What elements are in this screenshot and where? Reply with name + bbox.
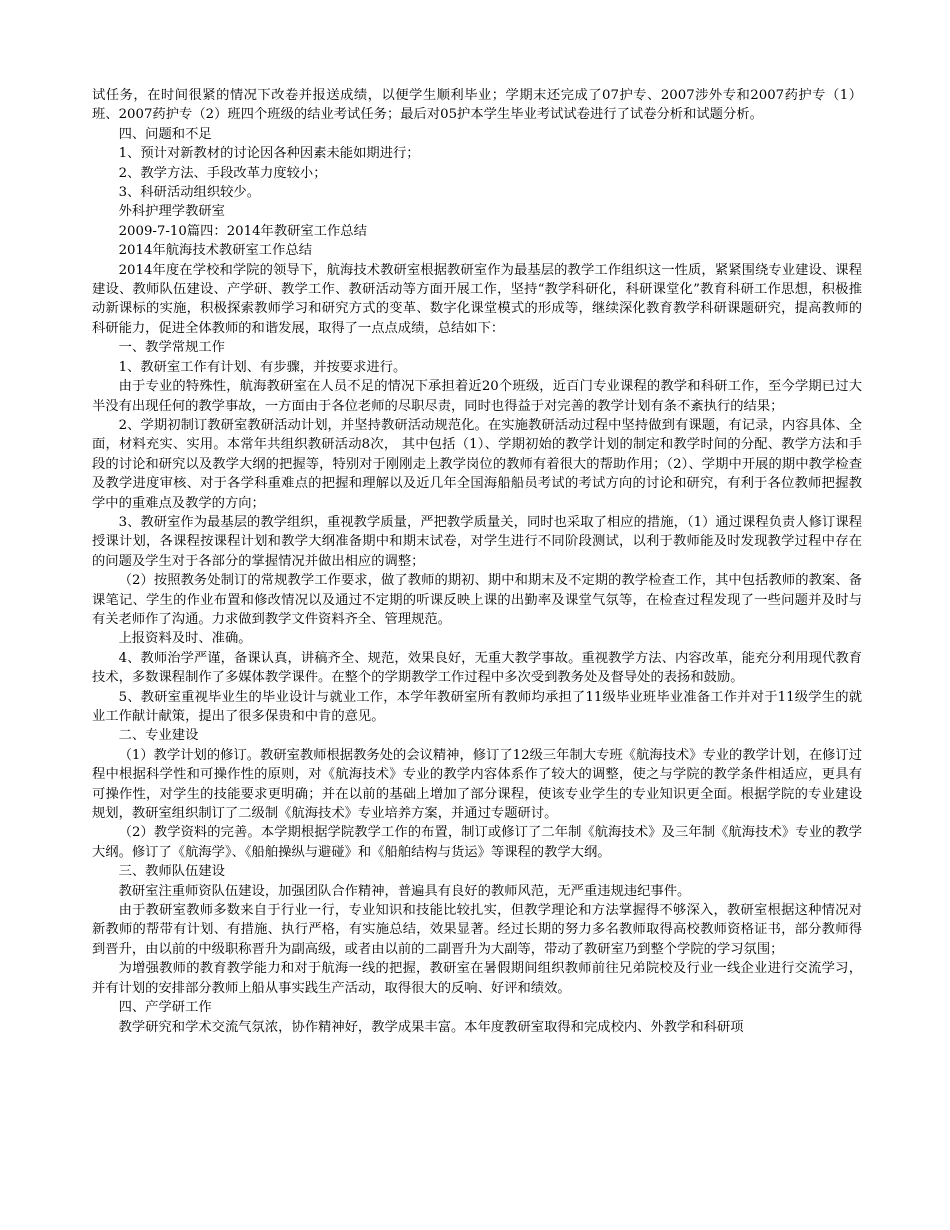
paragraph: 由于教研室教师多数来自于行业一行，专业知识和技能比较扎实，但教学理论和方法掌握得不够深入，教研室根据这种情况对新教师的帮带有计划、有措施、执行严格，有实施总结，效果显著。经过长期的努力多名教师取得高校教师资格证书，部分教师得到晋升，由以前的中级职称晋升为副高级，或者由以前的二副晋升为大副等，带动了教研室乃到整个学院的学习氛围； xyxy=(92,903,862,957)
paragraph: 教研室注重师资队伍建设，加强团队合作精神，普遍具有良好的教师风范，无严重违规违纪事件。 xyxy=(118,883,691,899)
paragraph: 2、教学方法、手段改革力度较小； xyxy=(118,165,327,181)
paragraph: 四、产学研工作 xyxy=(118,1000,212,1016)
paragraph: 二、专业建设 xyxy=(118,728,199,744)
paragraph: 2014年度在学校和学院的领导下，航海技术教研室根据教研室作为最基层的教学工作组织这一性质，紧紧围绕专业建设、课程建设、教师队伍建设、产学研、教学工作、教研活动等方面开展工作，坚持“教学科研化，科研课堂化”教育科研工作思想，积极推动新课标的实施，积极探索教师学习和研究方式的变革、数字化课堂模式的形成等，继续深化教育教学科研课题研究，提高教师的科研能力，促进全体教师的和谐发展，取得了一点点成绩，总结如下： xyxy=(92,262,862,336)
paragraph: 4、教师治学严谨，备课认真，讲稿齐全、规范，效果良好，无重大教学事故。重视教学方法、内容改革，能充分利用现代教育技术，多数课程制作了多媒体教学课件。在整个的学期教学工作过程中多次受到教务处及督导处的表扬和鼓励。 xyxy=(92,650,862,686)
paragraph: 2009-7-10篇四：2014年教研室工作总结 xyxy=(118,223,367,239)
paragraph: 1、预计对新教材的讨论因各种因素未能如期进行； xyxy=(118,146,420,162)
paragraph: 教学研究和学术交流气氛浓，协作精神好，教学成果丰富。本年度教研室取得和完成校内、外教学和科研项 xyxy=(118,1019,744,1035)
paragraph: 外科护理学教研室 xyxy=(118,204,225,220)
paragraph: 2014年航海技术教研室工作总结 xyxy=(118,243,312,259)
paragraph: 一、教学常规工作 xyxy=(118,340,225,356)
paragraph: 2、学期初制订教研室教研活动计划，并坚持教研活动规范化。在实施教研活动过程中坚持做到有课题，有记录，内容具体、全面，材料充实、实用。本常年共组织教研活动8次， 其中包括（1）、学期初始的教学计划的制定和教学时间的分配、教学方法和手段的讨论和研究以及教学大纲的把握等，特别对于刚刚走上教学岗位的教师有着很大的帮助作用；（2）、学期中开展的期中教学检查及教学进度审核、对于各学科重难点的把握和理解以及近几年全国海船船员考试的考试方向的讨论和研究，有利于各位教师把握教学中的重难点及教学的方向； xyxy=(92,417,862,511)
paragraph: 由于专业的特殊性，航海教研室在人员不足的情况下承担着近20个班级，近百门专业课程的教学和科研工作，至今学期已过大半没有出现任何的教学事故，一方面由于各位老师的尽职尽责，同时也得益于对完善的教学计划有条不紊执行的结果； xyxy=(92,379,862,414)
paragraph: 5、教研室重视毕业生的毕业设计与就业工作，本学年教研室所有教师均承担了11级毕业班毕业准备工作并对于11级学生的就业工作献计献策，提出了很多保贵和中肯的意见。 xyxy=(92,689,862,724)
paragraph: （2）教学资料的完善。本学期根据学院教学工作的布置，制订或修订了二年制《航海技术》及三年制《航海技术》专业的教学大纲。修订了《航海学》、《船舶操纵与避碰》和《船舶结构与货运》等课程的教学大纲。 xyxy=(92,825,862,860)
document-body xyxy=(92,86,862,1037)
paragraph: 3、科研活动组织较少。 xyxy=(118,185,261,201)
paragraph: 3、教研室作为最基层的教学组织，重视教学质量，严把教学质量关，同时也采取了相应的措施，（1）通过课程负责人修订课程授课计划，各课程按课程计划和教学大纲准备期中和期末试卷，对学生进行不同阶段测试，以利于教师能及时发现教学过程中存在的问题及学生对于各部分的掌握情况并做出相应的调整； xyxy=(92,514,862,569)
paragraph: 为增强教师的教育教学能力和对于航海一线的把握，教研室在暑假期间组织教师前往兄弟院校及行业一线企业进行交流学习，并有计划的安排部分教师上船从事实践生产活动，取得很大的反响、好评和绩效。 xyxy=(92,961,862,996)
paragraph: 上报资料及时、准确。 xyxy=(118,631,252,647)
paragraph: （2）按照教务处制订的常规教学工作要求，做了教师的期初、期中和期末及不定期的教学检查工作，其中包括教师的教案、备课笔记、学生的作业布置和修改情况以及通过不定期的听课反映上课的出勤率及课堂气氛等，在检查过程发现了一些问题并及时与有关老师作了沟通。力求做到教学文件资料齐全、管理规范。 xyxy=(92,573,862,627)
paragraph: 试任务，在时间很紧的情况下改卷并报送成绩，以便学生顺利毕业；学期末还完成了07护专、2007涉外专和2007药护专（1）班、2007药护专（2）班四个班级的结业考试任务；最后对05护本学生毕业考试试卷进行了试卷分析和试题分析。 xyxy=(92,88,862,123)
paragraph: 四、问题和不足 xyxy=(118,126,212,142)
paragraph: 1、教研室工作有计划、有步骤，并按要求进行。 xyxy=(118,359,407,375)
paragraph: （1）教学计划的修订。教研室教师根据教务处的会议精神，修订了12级三年制大专班《航海技术》专业的教学计划，在修订过程中根据科学性和可操作性的原则，对《航海技术》专业的教学内容体系作了较大的调整，使之与学院的教学条件相适应，更具有可操作性，对学生的技能要求更明确；并在以前的基础上增加了部分课程，使该专业学生的专业知识更全面。根据学院的专业建设规划，教研室组织制订了二级制《航海技术》专业培养方案，并通过专题研讨。 xyxy=(92,747,863,822)
paragraph: 三、教师队伍建设 xyxy=(118,864,225,880)
